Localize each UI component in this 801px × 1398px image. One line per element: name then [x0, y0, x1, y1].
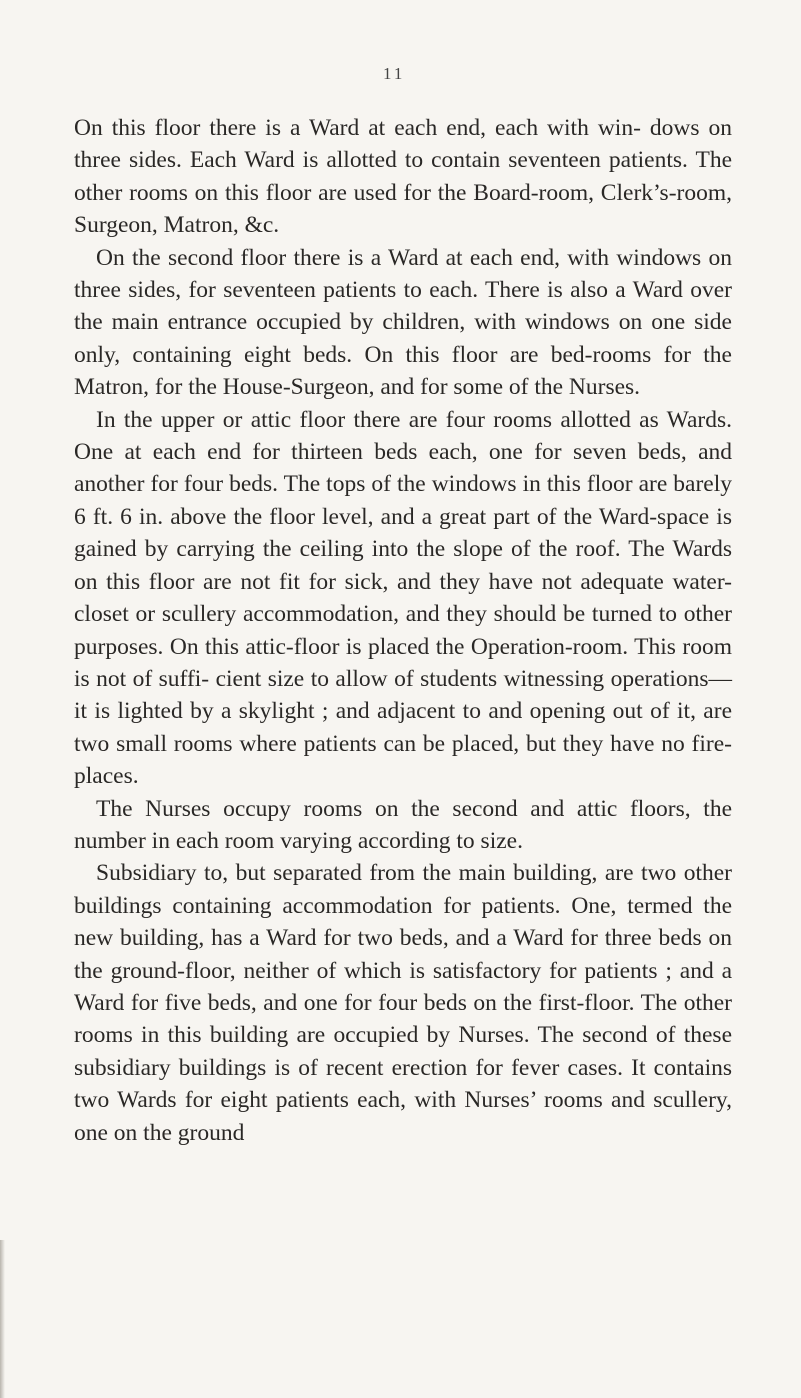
paragraph-nurses-rooms: The Nurses occupy rooms on the second and attic floors, the number in each room varying according to size.: [74, 795, 732, 854]
paragraph-subsidiary-buildings: Subsidiary to, but separated from the main building, are two other buildings containing accommodation for patients. One, termed the new building, has a Ward for two beds, and a Ward for three beds on the ground-floor, neither of which is satisfactory for patients ; and a Ward for five beds, and one for four beds on the first-floor. The other rooms in this building are occupied by Nurses. The second of these subsidiary buildings is of recent erection for fever cases. It contains two Wards for eight patients each, with Nurses’ rooms and scullery, one on the ground: [74, 860, 732, 1146]
paragraph-first-floor: On this floor there is a Ward at each end, each with win- dows on three sides. Each Ward is allotted to contain seventeen patients. The other rooms on this floor are used for the Board-room, Clerk’s-room, Surgeon, Matron, &c.: [74, 115, 732, 239]
paragraph-second-floor: On the second floor there is a Ward at each end, with windows on three sides, for seventeen patients to each. There is also a Ward over the main entrance occupied by children, with windows on one side only, containing eight beds. On this floor are bed-rooms for the Matron, for the House-Surgeon, and for some of the Nurses.: [74, 244, 732, 401]
page-number: 11: [383, 64, 406, 83]
page-gutter-edge: [0, 1240, 5, 1398]
body-text: [74, 112, 732, 1149]
paragraph-attic-floor: In the upper or attic floor there are four rooms allotted as Wards. One at each end for thirteen beds each, one for seven beds, and another for four beds. The tops of the windows in this floor are barely 6 ft. 6 in. above the floor level, and a great part of the Ward-space is gained by carrying the ceiling into the slope of the roof. The Wards on this floor are not fit for sick, and they have not adequate water-closet or scullery accommodation, and they should be turned to other purposes. On this attic-floor is placed the Operation-room. This room is not of suffi- cient size to allow of students witnessing operations—it is lighted by a skylight ; and adjacent to and opening out of it, are two small rooms where patients can be placed, but they have no fire-places.: [74, 406, 732, 790]
